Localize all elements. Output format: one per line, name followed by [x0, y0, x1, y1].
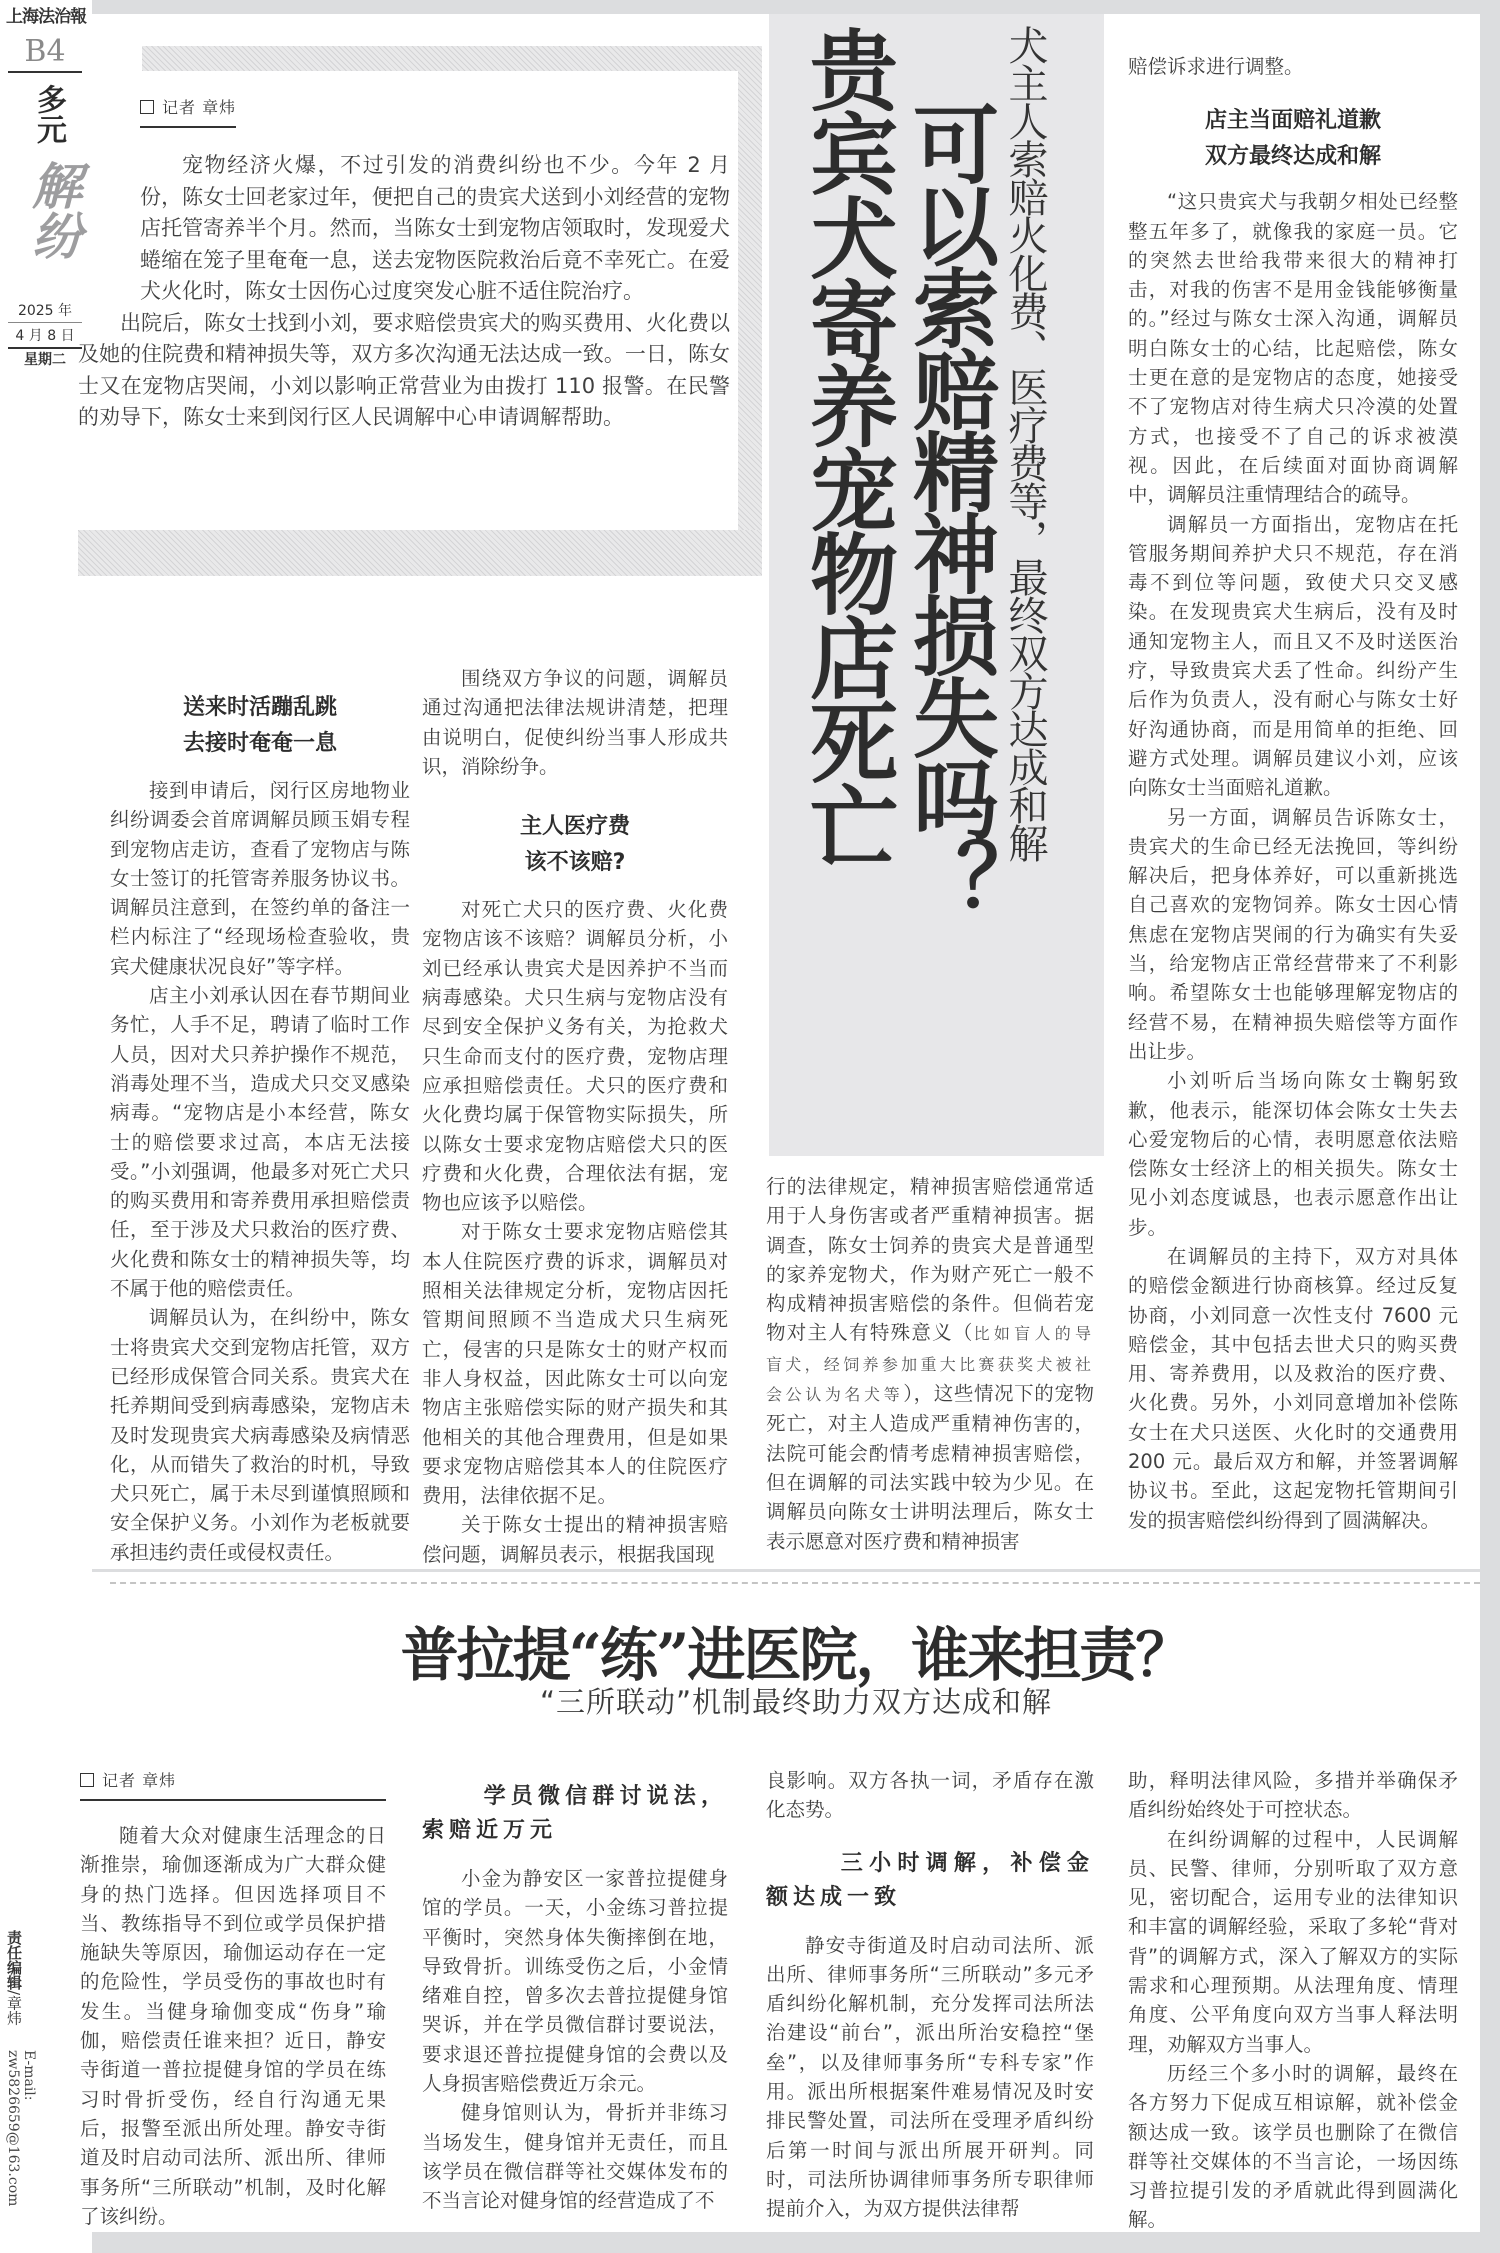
section1-paragraph: 接到申请后，闵行区房地物业纠纷调委会首席调解员顾玉娟专程到宠物店走访，查看了宠物店与陈女士签订的托管寄养服务协议书。调解员注意到，在签约单的备注一栏内标注了“经现场检查验收，贵宾犬健康状况良好”等字样。: [110, 779, 410, 978]
article1-column-2: [422, 664, 728, 1569]
section4-subhead-line2: 双方最终达成和解: [1204, 144, 1381, 170]
section4-paragraph: 调解员一方面指出，宠物店在托管服务期间养护犬只不规范，存在消毒不到位等问题，致使犬只交叉感染。在发现贵宾犬生病后，没有及时通知宠物主人，而且又不及时送医治疗，导致贵宾犬丢了性命。纠纷产生后作为负责人，没有耐心与陈女士好好沟通协商，而是用简单的拒绝、回避方式处理。调解员建议小刘，应该向陈女士当面赔礼道歉。: [1128, 512, 1458, 800]
article1-byline: [140, 95, 236, 128]
section4-subhead-line1: 店主当面赔礼道歉: [1204, 108, 1381, 134]
byline-text: 记者 章炜: [102, 1771, 177, 1790]
article2-col3-subhead: 三小时调解，补偿金额达成一致: [766, 1850, 1094, 1910]
article2-subtitle: “三所联动”机制最终助力双方达成和解: [539, 1685, 1053, 1719]
section2-paragraph: 对于陈女士要求宠物店赔偿其本人住院医疗费的诉求，调解员对照相关法律规定分析，宠物店因托管期间照顾不当造成犬只生病死亡，侵害的只是陈女士的财产权而非人身权益，因此陈女士可以向宠物店主张赔偿实际的财产损失和其他相关的其他合理费用，但是如果要求宠物店赔偿其本人的住院医疗费用，法律依据不足。: [422, 1220, 728, 1508]
article2-paragraph: 静安寺街道及时启动司法所、派出所、律师事务所“三所联动”多元矛盾纠纷化解机制，充分发挥司法所法治建设“前台”，派出所治安稳控“堡垒”，以及律师事务所“专科专家”作用。派出所根据案件难易情况及时安排民警处置，司法所在受理矛盾纠纷后第一时间与派出所展开研判。同时，司法所协调律师事务所专职律师提前介入，为双方提供法律帮: [766, 1933, 1094, 2221]
article2-column-1: [80, 1768, 386, 2231]
editor-email: E-mail: zw5826659@163.com: [5, 2050, 37, 2207]
section1-paragraph: 店主小刘承认因在春节期间业务忙，人手不足，聘请了临时工作人员，因对犬只养护操作不规范，消毒处理不当，造成犬只交叉感染病毒。“宠物店是小本经营，陈女士的赔偿要求过高，本店无法接受。”小刘强调，他最多对死亡犬只的购买费用和寄养费用承担赔偿责任，至于涉及犬只救治的医疗费、火化费和陈女士的精神损失等，均不属于他的赔偿责任。: [110, 984, 410, 1301]
section2-lead: 围绕双方争议的问题，调解员通过沟通把法律法规讲清楚，把理由说明白，促使纠纷当事人形成共识，消除纷争。: [422, 667, 728, 778]
article2-col4-lead: 助，释明法律风险，多措并举确保矛盾纠纷始终处于可控状态。: [1128, 1769, 1458, 1822]
section2-subhead-line2: 该不该赔?: [524, 850, 626, 876]
section1-paragraph: 调解员认为，在纠纷中，陈女士将贵宾犬交到宠物店托管，双方已经形成保管合同关系。贵宾犬在托养期间受到病毒感染，宠物店未及时发现贵宾犬病毒感染及病情恶化，从而错失了救治的时机，导致犬只死亡，属于未尽到谨慎照顾和安全保护义务。小刘作为老板就要承担违约责任或侵权责任。: [110, 1306, 410, 1564]
section3-text-after-note: ），这些情况下的宠物死亡，对主人造成严重精神伤害的，法院可能会酌情考虑精神损害赔偿，但在调解的司法实践中较为少见。在调解员向陈女士讲明法理后，陈女士表示愿意对医疗费和精神损害: [766, 1382, 1094, 1553]
section3-text-before-note: 行的法律规定，精神损害赔偿通常适用于人身伤害或者严重精神损害。据调查，陈女士饲养的贵宾犬是普通型的家养宠物犬，作为财产死亡一般不构成精神损害赔偿的条件。但倘若宠物对主人有特殊意义（: [766, 1175, 1094, 1345]
intro-frame-bottom: [78, 530, 762, 576]
section-name-line1: 多元: [31, 84, 66, 144]
byline-box-icon: [140, 100, 154, 114]
intro-paragraph: 出院后，陈女士找到小刘，要求赔偿贵宾犬的购买费用、火化费以及她的住院费和精神损失等，双方多次沟通无法达成一致。一日，陈女士又在宠物店哭闹，小刘以影响正常营业为由拨打 110 报警。在民警的劝导下，陈女士来到闵行区人民调解中心申请调解帮助。: [78, 310, 730, 429]
section4-paragraph: 另一方面，调解员告诉陈女士，贵宾犬的生命已经无法挽回，等纠纷解决后，把身体养好，可以重新挑选自己喜欢的宠物饲养。陈女士因心情焦虑在宠物店哭闹的行为确实有失妥当，给宠物店正常经营带来了不利影响。希望陈女士也能够理解宠物店的经营不易，在精神损失赔偿等方面作出让步。: [1128, 805, 1458, 1063]
article1-question-headline: 可以索赔精神损失吗？: [898, 100, 999, 920]
article2-col2-subhead: 学员微信群讨说法，索赔近万元: [422, 1784, 728, 1843]
article2-col3-lead: 良影响。双方各执一词，矛盾存在激化态势。: [766, 1769, 1094, 1822]
intro-paragraph: 宠物经济火爆，不过引发的消费纠纷也不少。今年 2 月份，陈女士回老家过年，便把自己的贵宾犬送到小刘经营的宠物店托管寄养半个月。然而，当陈女士到宠物店领取时，发现爱犬蜷缩在笼子里奄奄一息，送去宠物医院救治后竟不幸死亡。在爱犬火化时，陈女士因伤心过度突发心脏不适住院治疗。: [140, 153, 730, 303]
byline-text: 记者 章炜: [162, 98, 237, 117]
article2-headline: 普拉提“练”进医院，谁来担责？: [400, 1621, 1192, 1689]
section3-note: 比如盲人的导盲犬，经饲养参加重大比赛获奖犬被社会公认为名犬等: [766, 1324, 1094, 1405]
article1-column-3: [766, 1172, 1094, 1556]
section1-subhead-line1: 送来时活蹦乱跳: [182, 695, 337, 720]
article1-deck: 犬主人索赔火化费、医疗费等，最终双方达成和解: [1002, 25, 1048, 861]
intro-frame-right: [738, 46, 762, 576]
article1-column-4: [1128, 52, 1458, 1535]
article2-paragraph: 在纠纷调解的过程中，人民调解员、民警、律师，分别听取了双方意见，密切配合，运用专业的法律知识和丰富的调解经验，采取了多轮“背对背”的调解方式，深入了解双方的实际需求和心理预期。从法理角度、情理角度、公平角度向双方当事人释法明理，劝解双方当事人。: [1128, 1827, 1458, 2056]
section4-lead: 赔偿诉求进行调整。: [1128, 55, 1304, 78]
section2-paragraph: 关于陈女士提出的精神损害赔偿问题，调解员表示，根据我国现: [422, 1513, 728, 1566]
section-name-line2: 解纷: [24, 160, 83, 260]
article2-column-3: [766, 1766, 1094, 2224]
date-day: 4 月 8 日: [8, 325, 82, 349]
newspaper-name: 上海法治報: [6, 7, 86, 27]
editor-name: /章炜: [5, 1990, 23, 2026]
page-number: B4: [8, 34, 82, 73]
section2-paragraph: 对死亡犬只的医疗费、火化费宠物店该不该赔？调解员分析，小刘已经承认贵宾犬是因养护不当而病毒感染。犬只生病与宠物店没有尽到安全保护义务有关，为抢救犬只生命而支付的医疗费，宠物店理应承担赔偿责任。犬只的医疗费和火化费均属于保管物实际损失，所以陈女士要求宠物店赔偿犬只的医疗费和火化费，合理依法有据，宠物也应该予以赔偿。: [422, 898, 728, 1215]
article2-byline: [80, 1768, 386, 1801]
section-divider: [110, 1582, 1480, 1584]
section2-subhead-line1: 主人医疗费: [519, 814, 630, 840]
section3-paragraph: [766, 1172, 1094, 1556]
article1-headline: 贵宾犬寄养宠物店死亡: [796, 25, 900, 865]
byline-box-icon: [80, 1773, 94, 1787]
article2-paragraph: 小金为静安区一家普拉提健身馆的学员。一天，小金练习普拉提平衡时，突然身体失衡摔倒在地，导致骨折。训练受伤之后，小金情绪难自控，曾多次去普拉提健身馆哭诉，并在学员微信群讨要说法，要求退还普拉提健身馆的会费以及人身损害赔偿费近万余元。: [422, 1867, 728, 2096]
article1-intro: [78, 95, 730, 434]
article2-paragraph: 健身馆则认为，骨折并非练习当场发生，健身馆并无责任，而且该学员在微信群等社交媒体发布的不当言论对健身馆的经营造成了不: [422, 2101, 728, 2213]
weekday: 星期二: [24, 352, 66, 368]
section4-paragraph: “这只贵宾犬与我朝夕相处已经整整五年多了，就像我的家庭一员。它的突然去世给我带来很大的精神打击，对我的伤害不是用金钱能够衡量的。”经过与陈女士深入沟通，调解员明白陈女士的心结，比起赔偿，陈女士更在意的是宠物店的态度，她接受不了宠物店对待生病犬只冷漠的处置方式，也接受不了自己的诉求被漠视。因此，在后续面对面协商调解中，调解员注重情理结合的疏导。: [1128, 190, 1458, 507]
article2-paragraph: 历经三个多小时的调解，最终在各方努力下促成互相谅解，就补偿金额达成一致。该学员也删除了在微信群等社交媒体的不当言论，一场因练习普拉提引发的矛盾就此得到圆满化解。: [1128, 2061, 1458, 2232]
date-year: 2025 年: [8, 300, 82, 323]
article2-column-4: [1128, 1766, 1458, 2235]
section4-paragraph: 在调解员的主持下，双方对具体的赔偿金额进行协商核算。经过反复协商，小刘同意一次性支付 7600 元赔偿金，其中包括去世犬只的购买费用、寄养费用，以及救治的医疗费、火化费。另外，小刘同意增加补偿陈女士在犬只送医、火化时的交通费用 200 元。最后双方和解，并签署调解协议书。至此，这起宠物托管期间引发的损害赔偿纠纷得到了圆满解决。: [1128, 1244, 1458, 1532]
section1-subhead-line2: 去接时奄奄一息: [182, 731, 337, 756]
editor-credit: [4, 1930, 25, 2025]
article1-column-1: [110, 690, 410, 1567]
editor-label: 责任编辑: [5, 1930, 23, 1990]
intro-frame-top: [142, 46, 762, 71]
article2-column-2: [422, 1780, 728, 2216]
section4-paragraph: 小刘听后当场向陈女士鞠躬致歉，他表示，能深切体会陈女士失去心爱宠物后的心情，表明愿意依法赔偿陈女士经济上的相关损失。陈女士见小刘态度诚恳，也表示愿意作出让步。: [1128, 1069, 1458, 1239]
article2-paragraph: 随着大众对健康生活理念的日渐推崇，瑜伽逐渐成为广大群众健身的热门选择。但因选择项目不当、教练指导不到位或学员保护措施缺失等原因，瑜伽运动存在一定的危险性，学员受伤的事故也时有发生。当健身瑜伽变成“伤身”瑜伽，赔偿责任谁来担？近日，静安寺街道一普拉提健身馆的学员在练习时骨折受伤，经自行沟通无果后，报警至派出所处理。静安寺街道及时启动司法所、派出所、律师事务所“三所联动”机制，及时化解了该纠纷。: [80, 1824, 386, 2228]
